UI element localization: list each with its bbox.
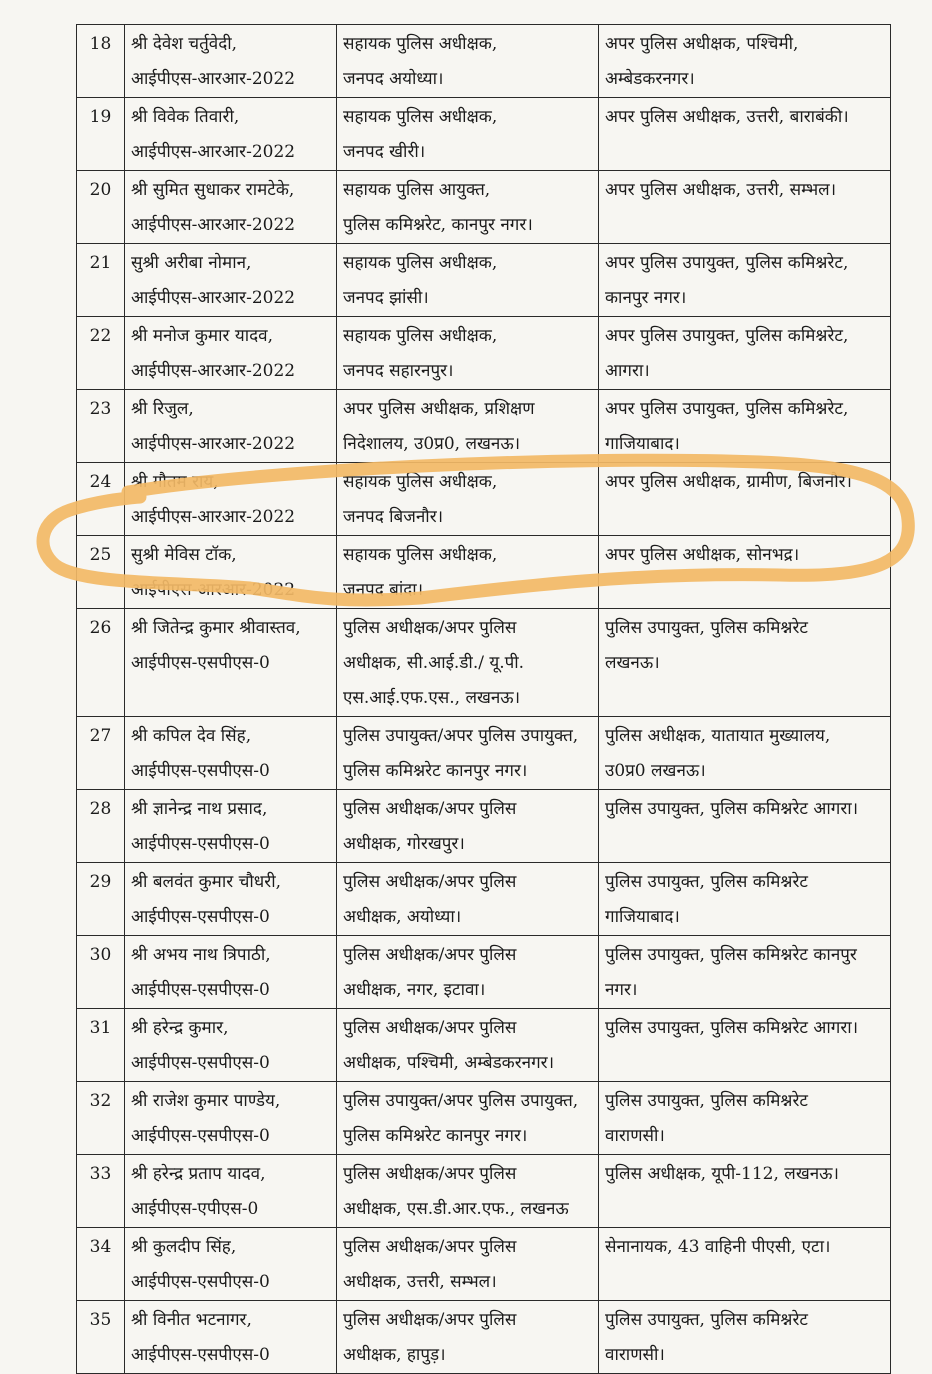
officer-name xyxy=(125,1155,337,1228)
current-posting-line: पुलिस अधीक्षक/अपर पुलिस xyxy=(343,1310,517,1330)
officer-name-line: श्री सुमित सुधाकर रामटेके, xyxy=(131,180,295,200)
table-row xyxy=(77,536,891,609)
new-posting xyxy=(599,1301,891,1374)
table-row xyxy=(77,863,891,936)
table-row xyxy=(77,1155,891,1228)
officer-name xyxy=(125,1301,337,1374)
table-row xyxy=(77,317,891,390)
officer-name-line: आईपीएस-आरआर-2022 xyxy=(131,507,296,527)
new-posting-line: वाराणसी। xyxy=(605,1126,665,1146)
officer-name-line: आईपीएस-एसपीएस-0 xyxy=(131,1272,270,1292)
officer-name-line: श्री हरेन्द्र प्रताप यादव, xyxy=(131,1164,266,1184)
officer-name-line: आईपीएस-एसपीएस-0 xyxy=(131,1053,270,1073)
new-posting-line: गाजियाबाद। xyxy=(605,907,680,927)
serial-number: 35 xyxy=(77,1301,125,1374)
new-posting-line: नगर। xyxy=(605,980,638,1000)
officer-name-line: श्री कपिल देव सिंह, xyxy=(131,726,252,746)
current-posting-line: जनपद बिजनौर। xyxy=(343,507,444,527)
officer-name-line: आईपीएस-आरआर-2022 xyxy=(131,434,296,454)
current-posting xyxy=(337,1301,599,1374)
current-posting-line: सहायक पुलिस अधीक्षक, xyxy=(343,107,498,127)
current-posting xyxy=(337,317,599,390)
serial-number: 28 xyxy=(77,790,125,863)
new-posting xyxy=(599,171,891,244)
officer-name xyxy=(125,98,337,171)
current-posting-line: जनपद अयोध्या। xyxy=(343,69,444,89)
table-row xyxy=(77,463,891,536)
serial-number: 23 xyxy=(77,390,125,463)
current-posting xyxy=(337,936,599,1009)
new-posting-line: अपर पुलिस अधीक्षक, ग्रामीण, बिजनौर। xyxy=(605,472,852,492)
current-posting-line: पुलिस उपायुक्त/अपर पुलिस उपायुक्त, xyxy=(343,1091,579,1111)
officer-name-line: आईपीएस-एसपीएस-0 xyxy=(131,1345,270,1365)
officer-name-line: आईपीएस-आरआर-2022 xyxy=(131,580,296,600)
current-posting xyxy=(337,1009,599,1082)
new-posting-line: वाराणसी। xyxy=(605,1345,665,1365)
new-posting-line: पुलिस अधीक्षक, यातायात मुख्यालय, xyxy=(605,726,831,746)
current-posting xyxy=(337,536,599,609)
table-row xyxy=(77,717,891,790)
officer-name-line: सुश्री अरीबा नोमान, xyxy=(131,253,252,273)
current-posting-line: अधीक्षक, हापुड़। xyxy=(343,1345,446,1365)
officer-name-line: श्री राजेश कुमार पाण्डेय, xyxy=(131,1091,281,1111)
officer-name-line: आईपीएस-एसपीएस-0 xyxy=(131,907,270,927)
serial-number: 18 xyxy=(77,25,125,98)
new-posting xyxy=(599,244,891,317)
current-posting-line: अपर पुलिस अधीक्षक, प्रशिक्षण xyxy=(343,399,535,419)
officer-name-line: आईपीएस-आरआर-2022 xyxy=(131,288,296,308)
new-posting xyxy=(599,98,891,171)
officer-name xyxy=(125,536,337,609)
current-posting-line: सहायक पुलिस अधीक्षक, xyxy=(343,326,498,346)
new-posting-line: कानपुर नगर। xyxy=(605,288,687,308)
table-row xyxy=(77,25,891,98)
officer-name-line: श्री विवेक तिवारी, xyxy=(131,107,240,127)
officer-name-line: श्री बलवंत कुमार चौधरी, xyxy=(131,872,282,892)
current-posting-line: एस.आई.एफ.एस., लखनऊ। xyxy=(343,688,521,708)
current-posting-line: जनपद खीरी। xyxy=(343,142,426,162)
officer-name xyxy=(125,609,337,717)
current-posting-line: अधीक्षक, पश्चिमी, अम्बेडकरनगर। xyxy=(343,1053,555,1073)
officer-name-line: आईपीएस-आरआर-2022 xyxy=(131,361,296,381)
table-row xyxy=(77,98,891,171)
new-posting-line: अपर पुलिस अधीक्षक, सोनभद्र। xyxy=(605,545,800,565)
new-posting xyxy=(599,936,891,1009)
serial-number: 33 xyxy=(77,1155,125,1228)
officer-name xyxy=(125,1228,337,1301)
serial-number: 26 xyxy=(77,609,125,717)
officer-name-line: आईपीएस-एसपीएस-0 xyxy=(131,834,270,854)
new-posting-line: पुलिस उपायुक्त, पुलिस कमिश्नरेट xyxy=(605,1091,808,1111)
new-posting-line: अपर पुलिस उपायुक्त, पुलिस कमिश्नरेट, xyxy=(605,399,849,419)
serial-number: 31 xyxy=(77,1009,125,1082)
current-posting-line: सहायक पुलिस आयुक्त, xyxy=(343,180,491,200)
current-posting xyxy=(337,1228,599,1301)
officer-name-line: श्री मनोज कुमार यादव, xyxy=(131,326,273,346)
new-posting-line: अपर पुलिस अधीक्षक, पश्चिमी, xyxy=(605,34,799,54)
table-row xyxy=(77,1301,891,1374)
officer-name xyxy=(125,390,337,463)
current-posting-line: पुलिस उपायुक्त/अपर पुलिस उपायुक्त, xyxy=(343,726,579,746)
officer-name-line: श्री जितेन्द्र कुमार श्रीवास्तव, xyxy=(131,618,301,638)
serial-number: 24 xyxy=(77,463,125,536)
serial-number: 29 xyxy=(77,863,125,936)
new-posting xyxy=(599,1009,891,1082)
officer-name-line: आईपीएस-एपीएस-0 xyxy=(131,1199,259,1219)
new-posting-line: अपर पुलिस उपायुक्त, पुलिस कमिश्नरेट, xyxy=(605,326,849,346)
current-posting xyxy=(337,463,599,536)
officer-name-line: श्री कुलदीप सिंह, xyxy=(131,1237,237,1257)
current-posting xyxy=(337,25,599,98)
transfer-list-table xyxy=(76,24,891,1374)
new-posting-line: अपर पुलिस अधीक्षक, उत्तरी, सम्भल। xyxy=(605,180,837,200)
officer-name-line: आईपीएस-आरआर-2022 xyxy=(131,69,296,89)
new-posting xyxy=(599,1155,891,1228)
new-posting xyxy=(599,1082,891,1155)
current-posting-line: पुलिस अधीक्षक/अपर पुलिस xyxy=(343,618,517,638)
new-posting xyxy=(599,25,891,98)
current-posting xyxy=(337,863,599,936)
current-posting-line: पुलिस अधीक्षक/अपर पुलिस xyxy=(343,1237,517,1257)
new-posting-line: पुलिस उपायुक्त, पुलिस कमिश्नरेट xyxy=(605,872,808,892)
current-posting-line: पुलिस अधीक्षक/अपर पुलिस xyxy=(343,945,517,965)
table-row xyxy=(77,936,891,1009)
new-posting xyxy=(599,463,891,536)
new-posting-line: सेनानायक, 43 वाहिनी पीएसी, एटा। xyxy=(605,1237,831,1257)
table-row xyxy=(77,390,891,463)
new-posting xyxy=(599,536,891,609)
officer-name xyxy=(125,790,337,863)
current-posting-line: जनपद बांदा। xyxy=(343,580,424,600)
serial-number: 30 xyxy=(77,936,125,1009)
new-posting-line: अपर पुलिस अधीक्षक, उत्तरी, बाराबंकी। xyxy=(605,107,849,127)
serial-number: 27 xyxy=(77,717,125,790)
new-posting-line: अपर पुलिस उपायुक्त, पुलिस कमिश्नरेट, xyxy=(605,253,849,273)
current-posting-line: पुलिस अधीक्षक/अपर पुलिस xyxy=(343,1018,517,1038)
serial-number: 20 xyxy=(77,171,125,244)
officer-name-line: श्री देवेश चर्तुवेदी, xyxy=(131,34,238,54)
new-posting-line: लखनऊ। xyxy=(605,653,660,673)
officer-name-line: श्री अभय नाथ त्रिपाठी, xyxy=(131,945,271,965)
officer-name-line: आईपीएस-एसपीएस-0 xyxy=(131,1126,270,1146)
officer-name-line: श्री गौतम राय, xyxy=(131,472,219,492)
new-posting-line: आगरा। xyxy=(605,361,650,381)
officer-name-line: श्री विनीत भटनागर, xyxy=(131,1310,252,1330)
new-posting-line: गाजियाबाद। xyxy=(605,434,680,454)
current-posting xyxy=(337,244,599,317)
current-posting xyxy=(337,98,599,171)
new-posting-line: पुलिस उपायुक्त, पुलिस कमिश्नरेट xyxy=(605,618,808,638)
current-posting-line: अधीक्षक, एस.डी.आर.एफ., लखनऊ xyxy=(343,1199,569,1219)
officer-name xyxy=(125,1009,337,1082)
table-row xyxy=(77,244,891,317)
current-posting xyxy=(337,171,599,244)
current-posting xyxy=(337,790,599,863)
current-posting-line: पुलिस अधीक्षक/अपर पुलिस xyxy=(343,799,517,819)
officer-name-line: आईपीएस-आरआर-2022 xyxy=(131,142,296,162)
officer-name-line: सुश्री मेविस टॉक, xyxy=(131,545,237,565)
new-posting xyxy=(599,863,891,936)
table-row xyxy=(77,609,891,717)
officer-name-line: श्री हरेन्द्र कुमार, xyxy=(131,1018,229,1038)
current-posting-line: पुलिस अधीक्षक/अपर पुलिस xyxy=(343,872,517,892)
serial-number: 21 xyxy=(77,244,125,317)
current-posting-line: पुलिस कमिश्नरेट कानपुर नगर। xyxy=(343,1126,528,1146)
serial-number: 22 xyxy=(77,317,125,390)
current-posting-line: सहायक पुलिस अधीक्षक, xyxy=(343,472,498,492)
current-posting-line: सहायक पुलिस अधीक्षक, xyxy=(343,34,498,54)
current-posting-line: अधीक्षक, उत्तरी, सम्भल। xyxy=(343,1272,497,1292)
new-posting-line: पुलिस उपायुक्त, पुलिस कमिश्नरेट xyxy=(605,1310,808,1330)
current-posting-line: अधीक्षक, नगर, इटावा। xyxy=(343,980,486,1000)
serial-number: 19 xyxy=(77,98,125,171)
current-posting-line: पुलिस कमिश्नरेट, कानपुर नगर। xyxy=(343,215,533,235)
table-row xyxy=(77,790,891,863)
current-posting-line: पुलिस अधीक्षक/अपर पुलिस xyxy=(343,1164,517,1184)
current-posting-line: पुलिस कमिश्नरेट कानपुर नगर। xyxy=(343,761,528,781)
officer-name xyxy=(125,717,337,790)
new-posting xyxy=(599,317,891,390)
officer-name xyxy=(125,25,337,98)
table-row xyxy=(77,1082,891,1155)
current-posting-line: जनपद झांसी। xyxy=(343,288,429,308)
officer-name-line: श्री रिजुल, xyxy=(131,399,194,419)
new-posting xyxy=(599,390,891,463)
officer-name-line: आईपीएस-एसपीएस-0 xyxy=(131,761,270,781)
current-posting-line: अधीक्षक, गोरखपुर। xyxy=(343,834,465,854)
current-posting xyxy=(337,390,599,463)
officer-name xyxy=(125,317,337,390)
officer-name-line: आईपीएस-एसपीएस-0 xyxy=(131,980,270,1000)
current-posting-line: अधीक्षक, अयोध्या। xyxy=(343,907,462,927)
new-posting xyxy=(599,790,891,863)
current-posting-line: सहायक पुलिस अधीक्षक, xyxy=(343,545,498,565)
current-posting xyxy=(337,609,599,717)
officer-name xyxy=(125,1082,337,1155)
new-posting-line: अम्बेडकरनगर। xyxy=(605,69,695,89)
table-row xyxy=(77,1009,891,1082)
current-posting xyxy=(337,1155,599,1228)
officer-name xyxy=(125,171,337,244)
new-posting-line: पुलिस उपायुक्त, पुलिस कमिश्नरेट कानपुर xyxy=(605,945,857,965)
table-row xyxy=(77,171,891,244)
current-posting xyxy=(337,1082,599,1155)
officer-name-line: श्री ज्ञानेन्द्र नाथ प्रसाद, xyxy=(131,799,268,819)
officer-name xyxy=(125,463,337,536)
officer-name-line: आईपीएस-आरआर-2022 xyxy=(131,215,296,235)
officer-name xyxy=(125,244,337,317)
table-body xyxy=(77,25,891,1374)
serial-number: 32 xyxy=(77,1082,125,1155)
new-posting-line: उ0प्र0 लखनऊ। xyxy=(605,761,706,781)
officer-name-line: आईपीएस-एसपीएस-0 xyxy=(131,653,270,673)
current-posting-line: जनपद सहारनपुर। xyxy=(343,361,454,381)
new-posting-line: पुलिस अधीक्षक, यूपी-112, लखनऊ। xyxy=(605,1164,839,1184)
new-posting xyxy=(599,1228,891,1301)
current-posting-line: अधीक्षक, सी.आई.डी./ यू.पी. xyxy=(343,653,525,673)
current-posting xyxy=(337,717,599,790)
table-row xyxy=(77,1228,891,1301)
current-posting-line: निदेशालय, उ0प्र0, लखनऊ। xyxy=(343,434,521,454)
new-posting-line: पुलिस उपायुक्त, पुलिस कमिश्नरेट आगरा। xyxy=(605,799,859,819)
serial-number: 34 xyxy=(77,1228,125,1301)
officer-name xyxy=(125,936,337,1009)
current-posting-line: सहायक पुलिस अधीक्षक, xyxy=(343,253,498,273)
new-posting xyxy=(599,609,891,717)
new-posting xyxy=(599,717,891,790)
officer-name xyxy=(125,863,337,936)
new-posting-line: पुलिस उपायुक्त, पुलिस कमिश्नरेट आगरा। xyxy=(605,1018,859,1038)
serial-number: 25 xyxy=(77,536,125,609)
